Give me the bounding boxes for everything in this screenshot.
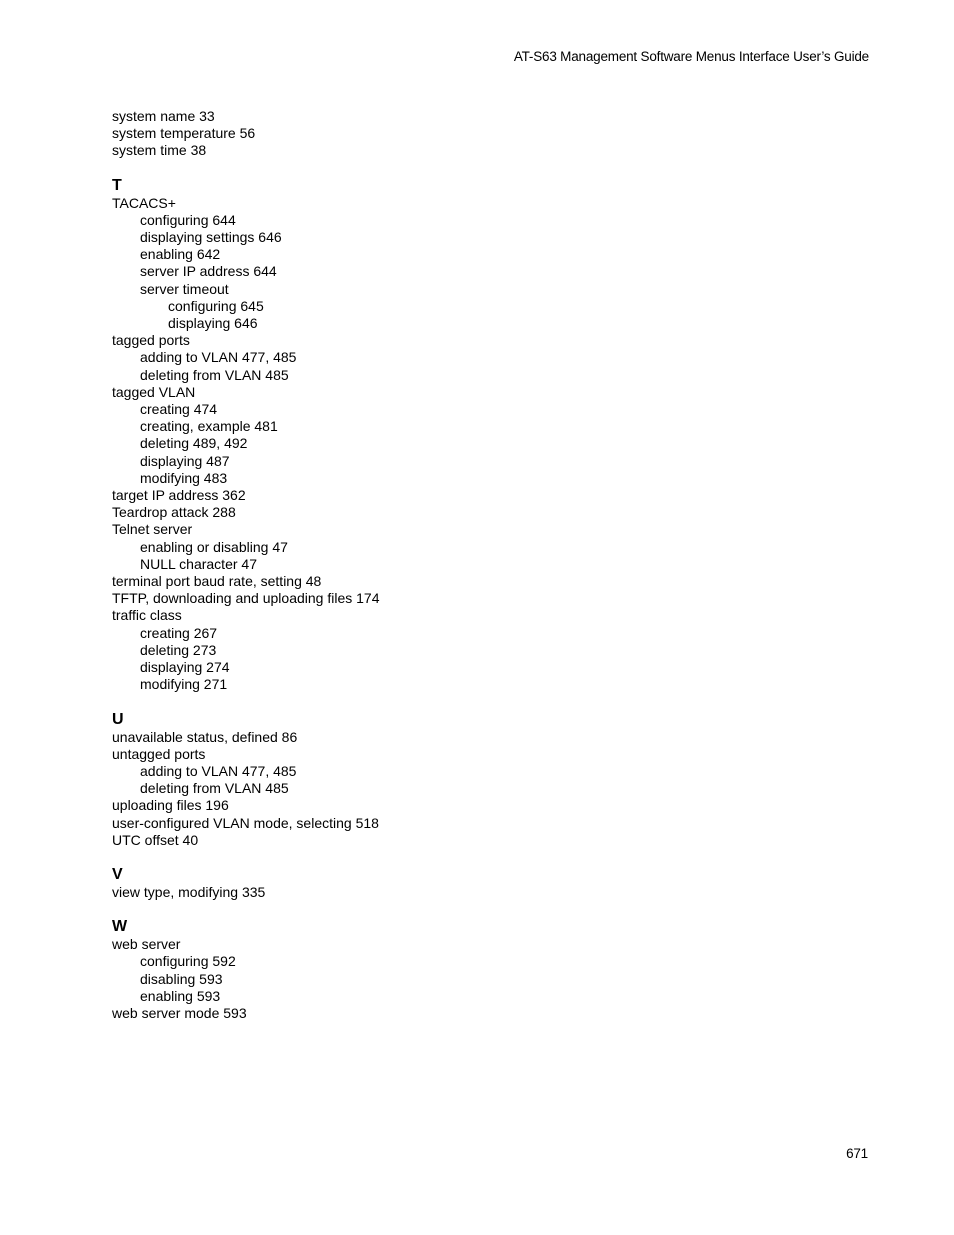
index-entry: TFTP, downloading and uploading files 174 — [112, 590, 380, 607]
page-number: 671 — [846, 1146, 868, 1161]
running-header: AT-S63 Management Software Menus Interface User’s Guide — [513, 49, 869, 64]
index-letter-heading: U — [112, 710, 124, 728]
index-entry: displaying 646 — [168, 315, 258, 332]
index-letter-heading: V — [112, 865, 123, 883]
index-entry: terminal port baud rate, setting 48 — [112, 573, 322, 590]
index-entry: TACACS+ — [112, 194, 176, 211]
index-entry: user-configured VLAN mode, selecting 518 — [112, 814, 379, 831]
index-entry: web server — [112, 936, 181, 953]
index-entry: server IP address 644 — [140, 263, 277, 280]
index-entry: unavailable status, defined 86 — [112, 728, 298, 745]
index-groups — [112, 177, 712, 1023]
index-entry: displaying settings 646 — [140, 229, 282, 246]
index-entry: system temperature 56 — [112, 125, 256, 142]
index-entry: modifying 483 — [140, 469, 228, 486]
index-entry: server timeout — [140, 280, 229, 297]
index-entry: deleting from VLAN 485 — [140, 780, 289, 797]
index-entry: tagged VLAN — [112, 383, 196, 400]
intro-entries — [112, 108, 712, 160]
index-entry: creating 474 — [140, 401, 218, 418]
index-entry: web server mode 593 — [112, 1004, 247, 1021]
index-entry: displaying 274 — [140, 659, 230, 676]
index-entry: traffic class — [112, 607, 182, 624]
index-letter-heading: T — [112, 176, 122, 194]
index-entry: enabling 642 — [140, 246, 221, 263]
index-entry: configuring 592 — [140, 953, 236, 970]
index-body — [112, 108, 712, 1022]
index-entry: Teardrop attack 288 — [112, 504, 236, 521]
index-entry: adding to VLAN 477, 485 — [140, 349, 297, 366]
index-entry: configuring 644 — [140, 211, 236, 228]
index-entry: NULL character 47 — [140, 555, 257, 572]
index-group-v — [112, 866, 712, 901]
index-group-u — [112, 711, 712, 849]
index-entry: UTC offset 40 — [112, 831, 199, 848]
index-entry: deleting 273 — [140, 641, 217, 658]
index-entry: configuring 645 — [168, 297, 264, 314]
index-entry: disabling 593 — [140, 970, 223, 987]
index-entry: deleting from VLAN 485 — [140, 366, 289, 383]
index-letter-heading: W — [112, 918, 128, 936]
index-entry: Telnet server — [112, 521, 193, 538]
index-entry: tagged ports — [112, 332, 190, 349]
index-entry: displaying 487 — [140, 452, 230, 469]
index-entry: adding to VLAN 477, 485 — [140, 762, 297, 779]
index-entry: view type, modifying 335 — [112, 883, 266, 900]
index-entry: creating 267 — [140, 624, 218, 641]
index-entry: system time 38 — [112, 142, 207, 159]
index-entry: enabling 593 — [140, 987, 221, 1004]
index-entry: target IP address 362 — [112, 487, 246, 504]
index-group-w — [112, 918, 712, 1022]
index-entry: modifying 271 — [140, 676, 228, 693]
index-entry: creating, example 481 — [140, 418, 278, 435]
index-group-t — [112, 177, 712, 694]
index-entry: enabling or disabling 47 — [140, 538, 288, 555]
index-entry: uploading files 196 — [112, 797, 229, 814]
index-entry: untagged ports — [112, 745, 206, 762]
index-entry: system name 33 — [112, 108, 215, 124]
index-entry: deleting 489, 492 — [140, 435, 248, 452]
